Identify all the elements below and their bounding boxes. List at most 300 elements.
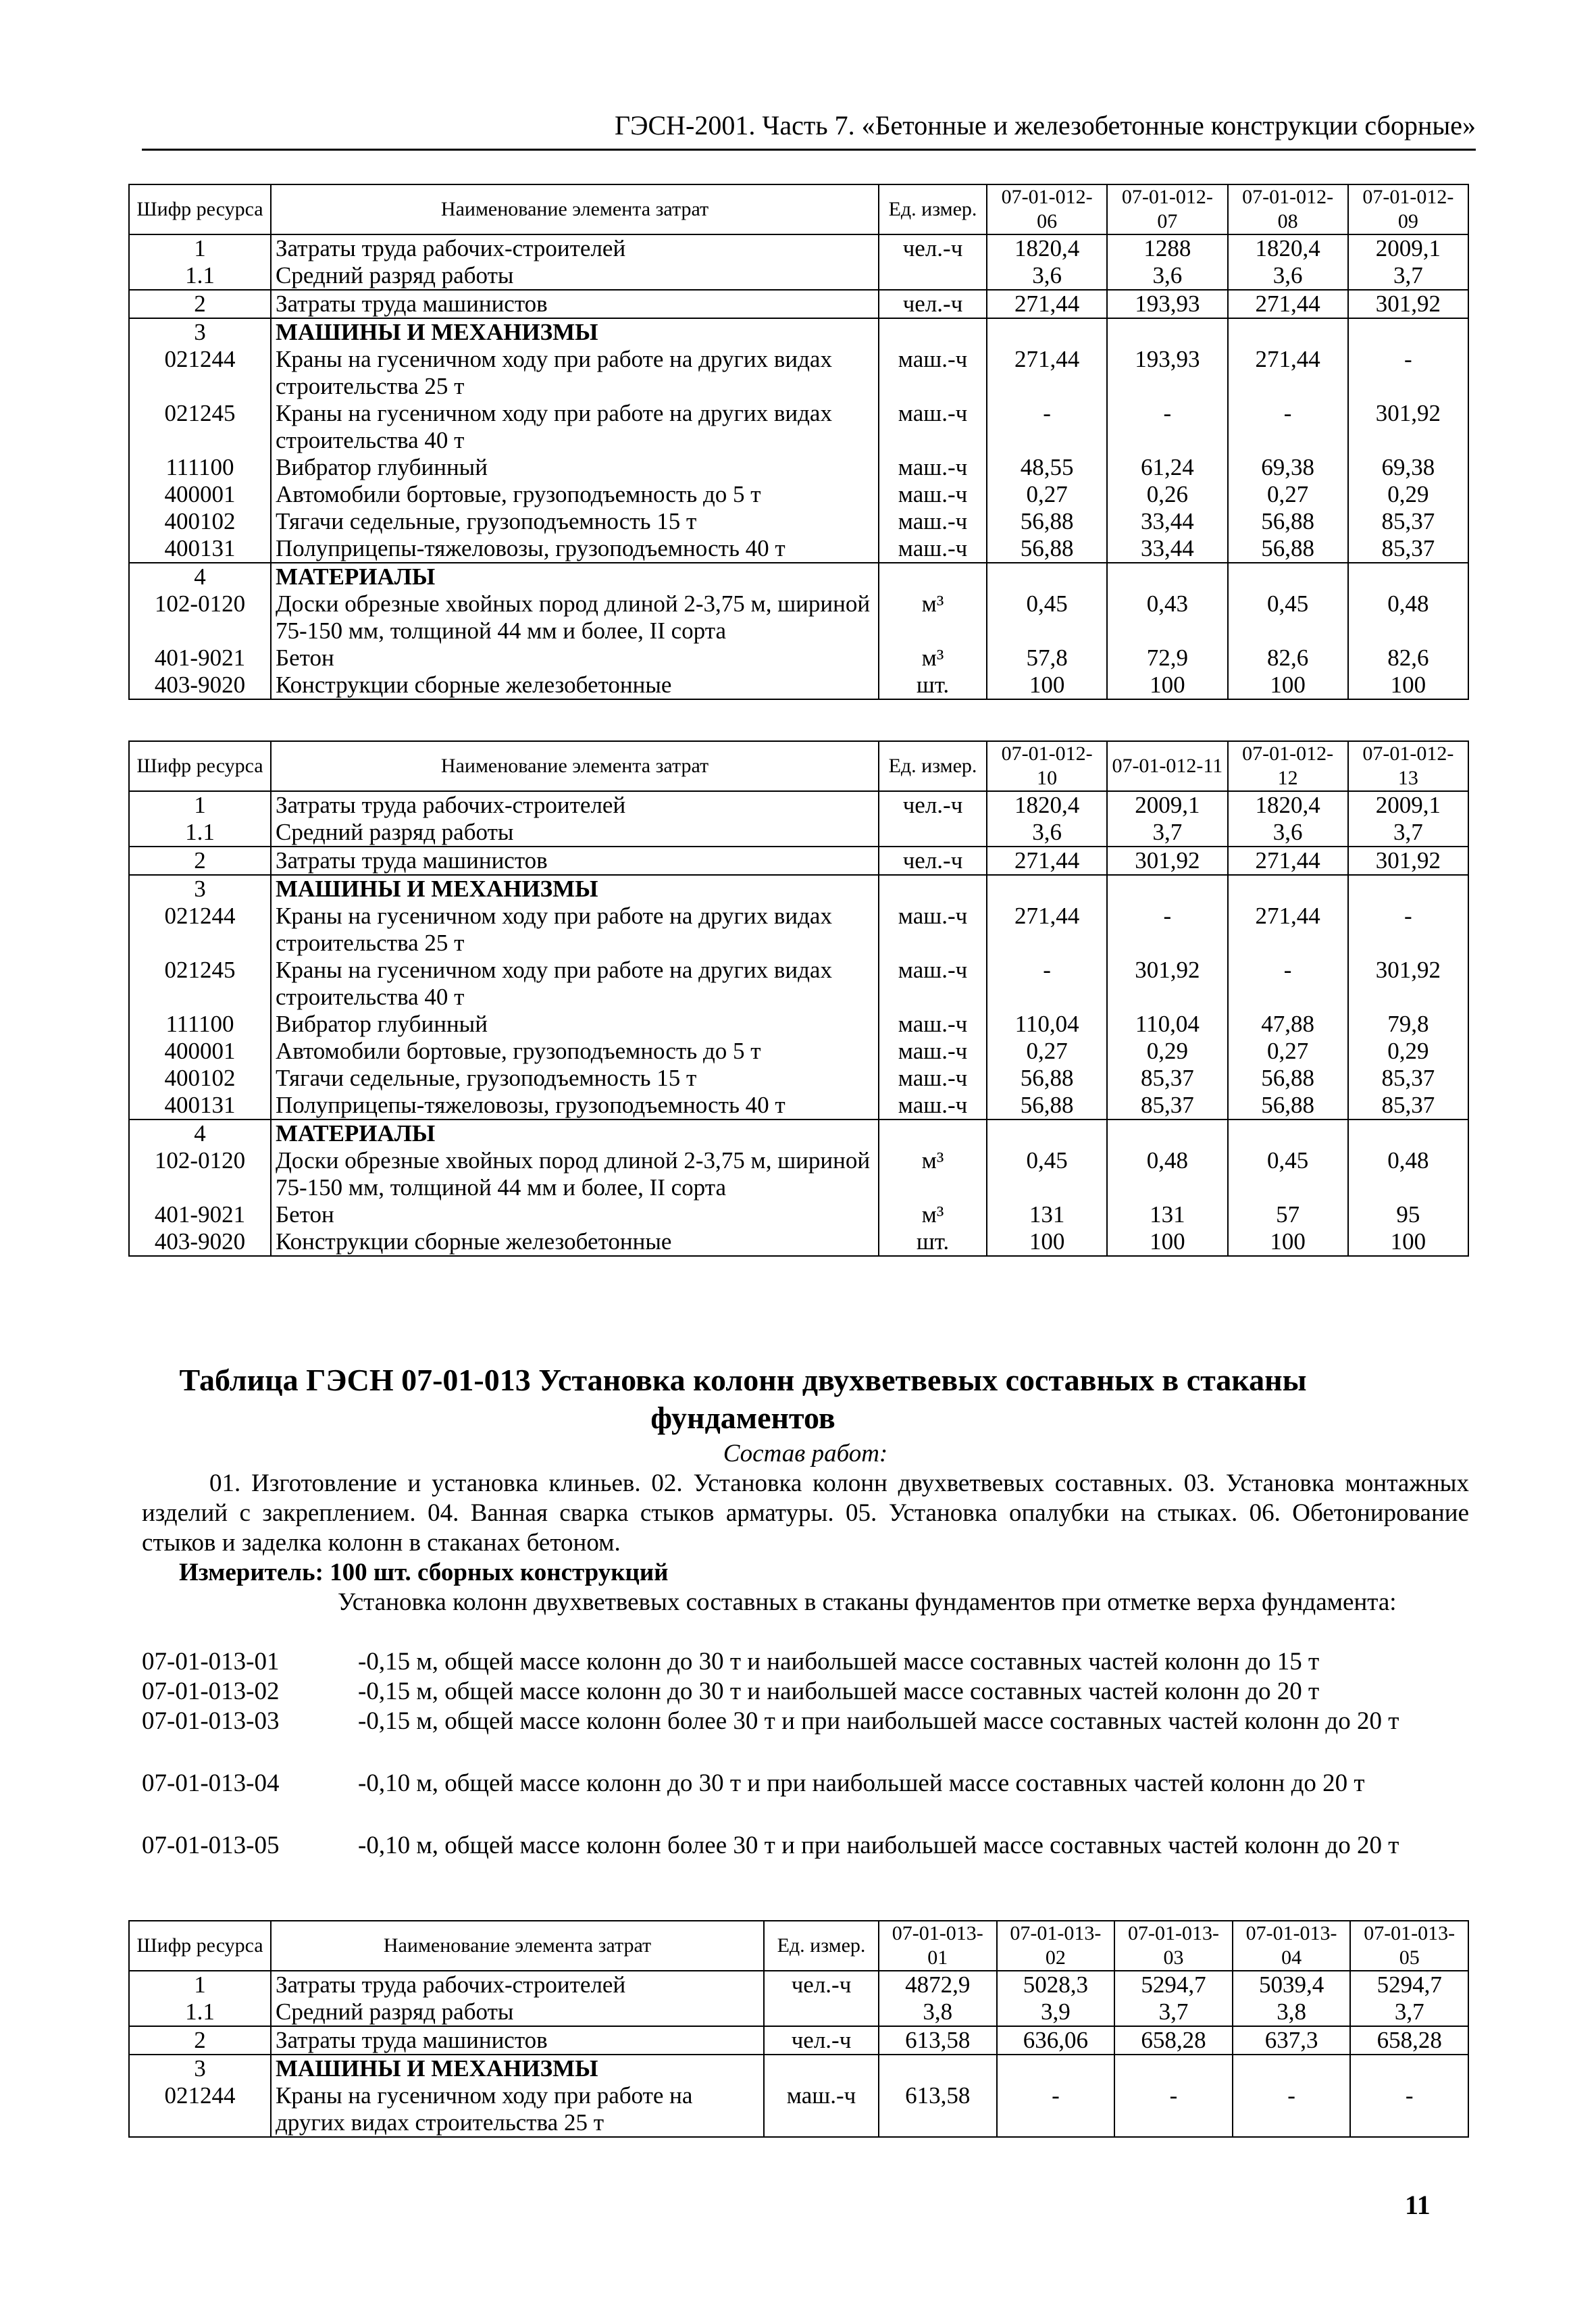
- cell-code: 401-9021: [129, 645, 271, 672]
- table-row: [129, 847, 1468, 875]
- cell-code: 400102: [129, 1065, 271, 1092]
- cell-value: 85,37: [1107, 1092, 1227, 1120]
- cell-unit: [879, 262, 987, 290]
- cell-name: Конструкции сборные железобетонные: [271, 672, 879, 699]
- table-row: [129, 1120, 1468, 1147]
- cell-value: 2009,1: [1348, 791, 1468, 819]
- cell-value: 271,44: [987, 903, 1107, 957]
- resource-table-012-10-13: [128, 740, 1469, 1257]
- cell-unit: чел.-ч: [879, 791, 987, 819]
- cell-value: 85,37: [1348, 1065, 1468, 1092]
- table-row: [129, 481, 1468, 508]
- cell-value: 110,04: [987, 1011, 1107, 1038]
- cell-code: 3: [129, 318, 271, 346]
- cell-value: 2009,1: [1348, 234, 1468, 262]
- cell-value: [1228, 1120, 1348, 1147]
- cell-unit: [879, 1120, 987, 1147]
- cell-name: Средний разряд работы: [271, 1998, 764, 2026]
- cell-value: 3,7: [1348, 819, 1468, 847]
- cell-unit: маш.-ч: [879, 508, 987, 535]
- cell-value: 85,37: [1348, 508, 1468, 535]
- cell-name: МАТЕРИАЛЫ: [271, 1120, 879, 1147]
- cell-value: 0,45: [1228, 590, 1348, 645]
- table-row: [129, 2055, 1468, 2082]
- cell-value: -: [987, 400, 1107, 454]
- cell-unit: [764, 2055, 879, 2082]
- cell-code: 4: [129, 563, 271, 590]
- cell-unit: чел.-ч: [879, 234, 987, 262]
- cell-value: 4872,9: [879, 1971, 997, 1998]
- cell-value: 0,29: [1107, 1038, 1227, 1065]
- cell-value: [1107, 563, 1227, 590]
- table-row: [129, 957, 1468, 1011]
- item-code: 07-01-013-04: [142, 1769, 280, 1797]
- cell-value: 131: [1107, 1201, 1227, 1228]
- cell-value: 48,55: [987, 454, 1107, 481]
- cell-unit: маш.-ч: [879, 454, 987, 481]
- item-text: -0,15 м, общей массе колонн до 30 т и наибольшей массе составных частей колонн до 15 т: [358, 1648, 1320, 1676]
- header-unit: Ед. измер.: [764, 1921, 879, 1971]
- table-row: [129, 1092, 1468, 1120]
- cell-unit: шт.: [879, 672, 987, 699]
- cell-code: 021244: [129, 346, 271, 400]
- cell-name: Автомобили бортовые, грузоподъемность до 5 т: [271, 481, 879, 508]
- cell-value: 1820,4: [1228, 234, 1348, 262]
- cell-name: МАТЕРИАЛЫ: [271, 563, 879, 590]
- cell-value: 47,88: [1228, 1011, 1348, 1038]
- cell-value: 613,58: [879, 2082, 997, 2137]
- cell-value: 271,44: [987, 847, 1107, 875]
- cell-code: 4: [129, 1120, 271, 1147]
- cell-value: -: [1348, 903, 1468, 957]
- cell-code: 401-9021: [129, 1201, 271, 1228]
- cell-unit: маш.-ч: [879, 1065, 987, 1092]
- cell-name: Полуприцепы-тяжеловозы, грузоподъемность 40 т: [271, 535, 879, 563]
- cell-value: 301,92: [1348, 957, 1468, 1011]
- cell-value: 301,92: [1348, 290, 1468, 318]
- cell-value: -: [1114, 2082, 1233, 2137]
- works-heading: Состав работ:: [723, 1440, 888, 1467]
- cell-value: 82,6: [1228, 645, 1348, 672]
- cell-value: 2009,1: [1107, 791, 1227, 819]
- cell-unit: маш.-ч: [764, 2082, 879, 2137]
- cell-value: 0,27: [987, 481, 1107, 508]
- cell-value: 0,27: [1228, 1038, 1348, 1065]
- cell-name: Средний разряд работы: [271, 819, 879, 847]
- intro-text: Установка колонн двухветвевых составных в стаканы фундаментов при отметке верха фундамента:: [338, 1588, 1397, 1616]
- table-row: [129, 454, 1468, 481]
- cell-unit: маш.-ч: [879, 957, 987, 1011]
- cell-code: 021244: [129, 903, 271, 957]
- cell-value: 56,88: [1228, 1065, 1348, 1092]
- table-row: [129, 1011, 1468, 1038]
- header-col: 07-01-012-08: [1228, 184, 1348, 234]
- header-unit: Ед. измер.: [879, 741, 987, 791]
- cell-value: 193,93: [1107, 346, 1227, 400]
- cell-value: 85,37: [1348, 535, 1468, 563]
- cell-value: 271,44: [1228, 903, 1348, 957]
- table-row: [129, 234, 1468, 262]
- cell-value: 5039,4: [1233, 1971, 1351, 1998]
- cell-name: Краны на гусеничном ходу при работе на других видах строительства 25 т: [271, 346, 879, 400]
- cell-value: 0,27: [987, 1038, 1107, 1065]
- header-col: 07-01-013-03: [1114, 1921, 1233, 1971]
- table-row: [129, 346, 1468, 400]
- cell-value: -: [1107, 400, 1227, 454]
- table-row: [129, 875, 1468, 903]
- header-code: Шифр ресурса: [129, 184, 271, 234]
- cell-value: 131: [987, 1201, 1107, 1228]
- cell-code: 021245: [129, 957, 271, 1011]
- cell-value: 57: [1228, 1201, 1348, 1228]
- table-row: [129, 1998, 1468, 2026]
- header-name: Наименование элемента затрат: [271, 1921, 764, 1971]
- resource-table-013: [128, 1920, 1469, 2138]
- cell-value: 69,38: [1348, 454, 1468, 481]
- header-col: 07-01-012-06: [987, 184, 1107, 234]
- cell-value: [1348, 318, 1468, 346]
- section-title: Таблица ГЭСН 07-01-013 Установка колонн двухветвевых составных в стаканы фундаментов: [179, 1363, 1307, 1435]
- table-row: [129, 791, 1468, 819]
- table-row: [129, 819, 1468, 847]
- cell-value: 1820,4: [987, 791, 1107, 819]
- cell-value: [1348, 875, 1468, 903]
- cell-name: Затраты труда машинистов: [271, 290, 879, 318]
- cell-value: [1233, 2055, 1351, 2082]
- cell-value: 301,92: [1107, 847, 1227, 875]
- cell-value: [1114, 2055, 1233, 2082]
- cell-code: 403-9020: [129, 672, 271, 699]
- table-row: [129, 1201, 1468, 1228]
- cell-code: 111100: [129, 1011, 271, 1038]
- cell-value: 0,29: [1348, 481, 1468, 508]
- cell-value: -: [1233, 2082, 1351, 2137]
- cell-value: -: [1348, 346, 1468, 400]
- cell-value: 56,88: [1228, 535, 1348, 563]
- cell-value: -: [987, 957, 1107, 1011]
- cell-code: 400131: [129, 1092, 271, 1120]
- cell-value: 0,29: [1348, 1038, 1468, 1065]
- cell-value: 301,92: [1348, 847, 1468, 875]
- cell-value: 85,37: [1348, 1092, 1468, 1120]
- works-text: 01. Изготовление и установка клиньев. 02. Установка колонн двухветвевых составных. 03. Установка монтажных изделий с закреплением. 04. Ванная сварка стыков арматуры. 05. Установка опалубки на стыках. 06. Обетонирование стыков и заделка колонн в стаканах бетоном.: [142, 1469, 1469, 1557]
- cell-value: 79,8: [1348, 1011, 1468, 1038]
- table-row: [129, 508, 1468, 535]
- cell-name: Полуприцепы-тяжеловозы, грузоподъемность 40 т: [271, 1092, 879, 1120]
- cell-value: 3,8: [879, 1998, 997, 2026]
- cell-value: 5028,3: [997, 1971, 1115, 1998]
- cell-value: 193,93: [1107, 290, 1227, 318]
- header-col: 07-01-013-02: [997, 1921, 1115, 1971]
- cell-code: 111100: [129, 454, 271, 481]
- cell-name: Затраты труда машинистов: [271, 847, 879, 875]
- cell-name: Бетон: [271, 645, 879, 672]
- cell-unit: м³: [879, 1201, 987, 1228]
- cell-value: [1228, 318, 1348, 346]
- cell-unit: чел.-ч: [879, 290, 987, 318]
- cell-name: Доски обрезные хвойных пород длиной 2-3,75 м, шириной 75-150 мм, толщиной 44 мм и более, II сорта: [271, 590, 879, 645]
- header-col: 07-01-012-09: [1348, 184, 1468, 234]
- table-row: [129, 645, 1468, 672]
- item-text: -0,10 м, общей массе колонн более 30 т и при наибольшей массе составных частей колонн до 20 т: [358, 1832, 1399, 1859]
- cell-value: 56,88: [987, 508, 1107, 535]
- cell-value: 3,7: [1114, 1998, 1233, 2026]
- cell-value: -: [1350, 2082, 1468, 2137]
- cell-value: 56,88: [987, 1065, 1107, 1092]
- cell-unit: [879, 819, 987, 847]
- cell-value: 100: [1228, 672, 1348, 699]
- cell-unit: м³: [879, 645, 987, 672]
- cell-code: 021245: [129, 400, 271, 454]
- cell-code: 1.1: [129, 819, 271, 847]
- cell-value: [1348, 1120, 1468, 1147]
- cell-value: -: [1228, 957, 1348, 1011]
- cell-unit: маш.-ч: [879, 535, 987, 563]
- cell-code: 1: [129, 234, 271, 262]
- cell-name: МАШИНЫ И МЕХАНИЗМЫ: [271, 2055, 764, 2082]
- cell-code: 102-0120: [129, 1147, 271, 1201]
- cell-name: Средний разряд работы: [271, 262, 879, 290]
- cell-code: 1: [129, 1971, 271, 1998]
- cell-value: 658,28: [1350, 2026, 1468, 2055]
- header-col: 07-01-013-05: [1350, 1921, 1468, 1971]
- cell-unit: маш.-ч: [879, 346, 987, 400]
- cell-value: 0,45: [1228, 1147, 1348, 1201]
- cell-value: 658,28: [1114, 2026, 1233, 2055]
- cell-value: 56,88: [987, 535, 1107, 563]
- table-row: [129, 672, 1468, 699]
- cell-name: Доски обрезные хвойных пород длиной 2-3,75 м, шириной 75-150 мм, толщиной 44 мм и более, II сорта: [271, 1147, 879, 1201]
- cell-value: 1820,4: [1228, 791, 1348, 819]
- cell-value: 0,26: [1107, 481, 1227, 508]
- cell-code: 400131: [129, 535, 271, 563]
- cell-value: 57,8: [987, 645, 1107, 672]
- cell-value: 301,92: [1107, 957, 1227, 1011]
- measure-line: Измеритель: 100 шт. сборных конструкций: [179, 1559, 669, 1586]
- cell-code: 403-9020: [129, 1228, 271, 1256]
- table-row: [129, 1038, 1468, 1065]
- cell-unit: [879, 875, 987, 903]
- cell-value: 3,7: [1348, 262, 1468, 290]
- header-col: 07-01-012-07: [1107, 184, 1227, 234]
- cell-value: 3,9: [997, 1998, 1115, 2026]
- cell-value: 33,44: [1107, 535, 1227, 563]
- table-row: [129, 2026, 1468, 2055]
- cell-value: [1350, 2055, 1468, 2082]
- table-row: [129, 1228, 1468, 1256]
- cell-value: 3,8: [1233, 1998, 1351, 2026]
- cell-value: 5294,7: [1350, 1971, 1468, 1998]
- cell-value: 100: [1107, 672, 1227, 699]
- cell-name: Вибратор глубинный: [271, 1011, 879, 1038]
- cell-value: 3,6: [987, 819, 1107, 847]
- cell-value: 56,88: [1228, 508, 1348, 535]
- table-row: [129, 563, 1468, 590]
- item-text: -0,15 м, общей массе колонн до 30 т и наибольшей массе составных частей колонн до 20 т: [358, 1678, 1320, 1705]
- cell-value: 3,7: [1350, 1998, 1468, 2026]
- cell-value: 301,92: [1348, 400, 1468, 454]
- cell-value: [879, 2055, 997, 2082]
- cell-value: 95: [1348, 1201, 1468, 1228]
- cell-value: 56,88: [987, 1092, 1107, 1120]
- cell-value: 636,06: [997, 2026, 1115, 2055]
- cell-value: 5294,7: [1114, 1971, 1233, 1998]
- cell-name: Затраты труда машинистов: [271, 2026, 764, 2055]
- cell-name: МАШИНЫ И МЕХАНИЗМЫ: [271, 318, 879, 346]
- cell-name: МАШИНЫ И МЕХАНИЗМЫ: [271, 875, 879, 903]
- cell-value: 100: [1348, 672, 1468, 699]
- item-text: -0,10 м, общей массе колонн до 30 т и при наибольшей массе составных частей колонн до 20 т: [358, 1769, 1365, 1797]
- cell-value: [987, 875, 1107, 903]
- cell-name: Тягачи седельные, грузоподъемность 15 т: [271, 508, 879, 535]
- cell-value: 69,38: [1228, 454, 1348, 481]
- header-code: Шифр ресурса: [129, 741, 271, 791]
- cell-value: [1107, 1120, 1227, 1147]
- header-name: Наименование элемента затрат: [271, 184, 879, 234]
- item-code: 07-01-013-02: [142, 1678, 280, 1705]
- cell-unit: маш.-ч: [879, 1038, 987, 1065]
- cell-value: 271,44: [1228, 847, 1348, 875]
- cell-unit: м³: [879, 590, 987, 645]
- cell-value: 271,44: [987, 290, 1107, 318]
- page-header-title: ГЭСН-2001. Часть 7. «Бетонные и железобетонные конструкции сборные»: [614, 110, 1476, 141]
- header-col: 07-01-012-11: [1107, 741, 1227, 791]
- cell-value: 33,44: [1107, 508, 1227, 535]
- cell-value: [1228, 875, 1348, 903]
- cell-value: 3,6: [1228, 819, 1348, 847]
- header-col: 07-01-012-10: [987, 741, 1107, 791]
- table-row: [129, 903, 1468, 957]
- cell-code: 2: [129, 290, 271, 318]
- cell-code: 2: [129, 847, 271, 875]
- cell-unit: маш.-ч: [879, 1011, 987, 1038]
- cell-value: 637,3: [1233, 2026, 1351, 2055]
- cell-value: 72,9: [1107, 645, 1227, 672]
- cell-code: 3: [129, 875, 271, 903]
- cell-name: Конструкции сборные железобетонные: [271, 1228, 879, 1256]
- cell-value: -: [997, 2082, 1115, 2137]
- cell-value: -: [1107, 903, 1227, 957]
- cell-name: Затраты труда рабочих-строителей: [271, 791, 879, 819]
- cell-value: 0,45: [987, 590, 1107, 645]
- cell-value: 100: [987, 1228, 1107, 1256]
- header-col: 07-01-013-01: [879, 1921, 997, 1971]
- table-row: [129, 318, 1468, 346]
- cell-value: 56,88: [1228, 1092, 1348, 1120]
- cell-value: 0,48: [1348, 1147, 1468, 1201]
- cell-code: 3: [129, 2055, 271, 2082]
- header-code: Шифр ресурса: [129, 1921, 271, 1971]
- table-header-row: [129, 184, 1468, 234]
- item-code: 07-01-013-05: [142, 1832, 280, 1859]
- cell-value: [987, 563, 1107, 590]
- cell-name: Тягачи седельные, грузоподъемность 15 т: [271, 1065, 879, 1092]
- cell-name: Краны на гусеничном ходу при работе на других видах строительства 25 т: [271, 2082, 764, 2137]
- cell-value: 100: [1348, 1228, 1468, 1256]
- cell-value: [997, 2055, 1115, 2082]
- cell-value: 110,04: [1107, 1011, 1227, 1038]
- cell-value: 0,45: [987, 1147, 1107, 1201]
- cell-code: 400001: [129, 1038, 271, 1065]
- header-name: Наименование элемента затрат: [271, 741, 879, 791]
- cell-unit: маш.-ч: [879, 400, 987, 454]
- cell-value: 271,44: [1228, 290, 1348, 318]
- table-row: [129, 535, 1468, 563]
- cell-value: 0,48: [1348, 590, 1468, 645]
- cell-unit: чел.-ч: [879, 847, 987, 875]
- cell-value: 82,6: [1348, 645, 1468, 672]
- table-row: [129, 1065, 1468, 1092]
- header-col: 07-01-012-13: [1348, 741, 1468, 791]
- table-row: [129, 1971, 1468, 1998]
- cell-name: Затраты труда рабочих-строителей: [271, 1971, 764, 1998]
- cell-value: 100: [1228, 1228, 1348, 1256]
- header-col: 07-01-013-04: [1233, 1921, 1351, 1971]
- cell-name: Автомобили бортовые, грузоподъемность до 5 т: [271, 1038, 879, 1065]
- resource-table-012-06-09: [128, 184, 1469, 700]
- cell-value: 0,48: [1107, 1147, 1227, 1201]
- cell-unit: маш.-ч: [879, 481, 987, 508]
- page-number: 11: [1405, 2190, 1431, 2220]
- table-header-row: [129, 1921, 1468, 1971]
- cell-code: 021244: [129, 2082, 271, 2137]
- cell-unit: шт.: [879, 1228, 987, 1256]
- table-row: [129, 262, 1468, 290]
- cell-code: 2: [129, 2026, 271, 2055]
- cell-value: [1107, 875, 1227, 903]
- cell-code: 400001: [129, 481, 271, 508]
- item-text: -0,15 м, общей массе колонн более 30 т и при наибольшей массе составных частей колонн до 20 т: [358, 1707, 1399, 1735]
- table-row: [129, 400, 1468, 454]
- cell-value: [987, 318, 1107, 346]
- cell-value: [987, 1120, 1107, 1147]
- cell-name: Краны на гусеничном ходу при работе на других видах строительства 40 т: [271, 957, 879, 1011]
- cell-value: 3,6: [987, 262, 1107, 290]
- cell-value: [1107, 318, 1227, 346]
- table-header-row: [129, 741, 1468, 791]
- cell-value: 1820,4: [987, 234, 1107, 262]
- cell-value: [1348, 563, 1468, 590]
- cell-value: 3,7: [1107, 819, 1227, 847]
- cell-name: Бетон: [271, 1201, 879, 1228]
- cell-name: Вибратор глубинный: [271, 454, 879, 481]
- cell-unit: [764, 1998, 879, 2026]
- cell-name: Краны на гусеничном ходу при работе на других видах строительства 25 т: [271, 903, 879, 957]
- table-row: [129, 290, 1468, 318]
- cell-value: 3,6: [1107, 262, 1227, 290]
- cell-value: 613,58: [879, 2026, 997, 2055]
- cell-code: 102-0120: [129, 590, 271, 645]
- cell-value: 0,27: [1228, 481, 1348, 508]
- cell-value: 271,44: [987, 346, 1107, 400]
- cell-value: 61,24: [1107, 454, 1227, 481]
- cell-unit: [879, 318, 987, 346]
- cell-unit: маш.-ч: [879, 903, 987, 957]
- cell-unit: чел.-ч: [764, 1971, 879, 1998]
- cell-code: 1: [129, 791, 271, 819]
- cell-unit: маш.-ч: [879, 1092, 987, 1120]
- cell-code: 1.1: [129, 262, 271, 290]
- cell-value: 0,43: [1107, 590, 1227, 645]
- cell-name: Затраты труда рабочих-строителей: [271, 234, 879, 262]
- item-code: 07-01-013-01: [142, 1648, 280, 1676]
- cell-unit: чел.-ч: [764, 2026, 879, 2055]
- table-row: [129, 590, 1468, 645]
- header-col: 07-01-012-12: [1228, 741, 1348, 791]
- table-row: [129, 1147, 1468, 1201]
- cell-value: 3,6: [1228, 262, 1348, 290]
- cell-value: 85,37: [1107, 1065, 1227, 1092]
